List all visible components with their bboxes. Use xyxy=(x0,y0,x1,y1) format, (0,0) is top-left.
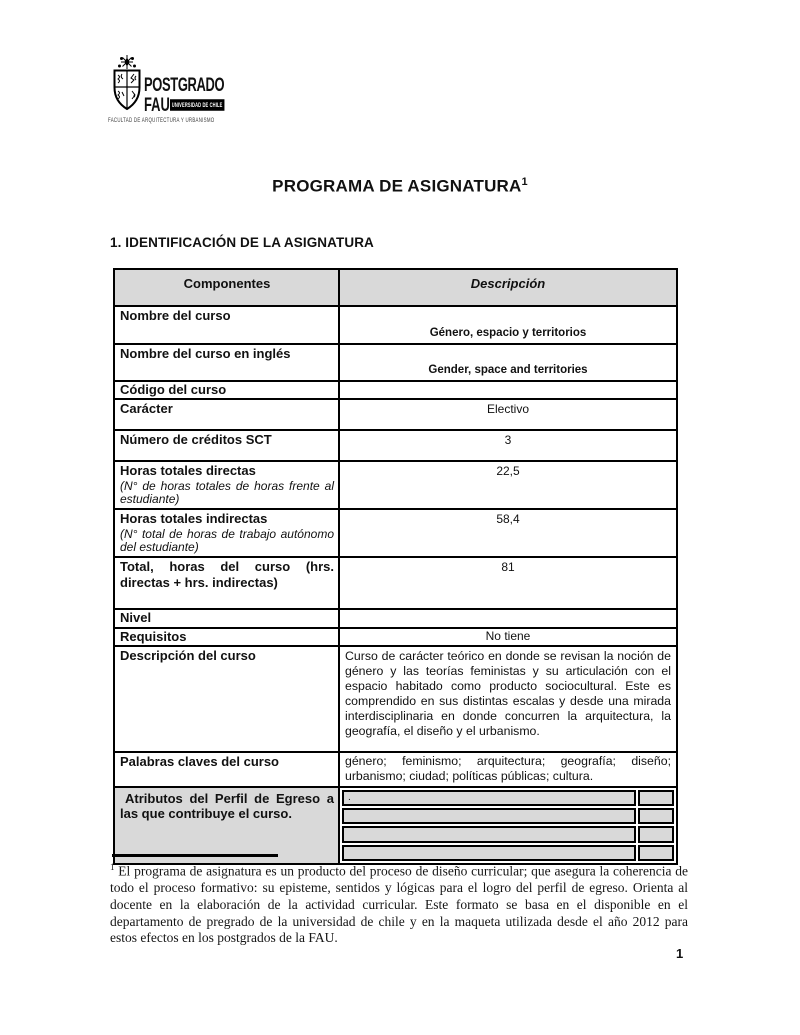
row-direct-hours-value: 22,5 xyxy=(496,464,520,479)
row-keywords-value: género; feminismo; arquitectura; geografía; diseño; urbanismo; ciudad; políticas públicas; cultura. xyxy=(345,753,671,783)
university-shield-icon xyxy=(110,54,144,118)
title-footnote-ref: 1 xyxy=(521,176,528,188)
row-keywords xyxy=(115,753,676,788)
attribute-item-cell xyxy=(342,808,636,824)
section-heading: 1. IDENTIFICACIÓN DE LA ASIGNATURA xyxy=(110,235,374,250)
identification-table xyxy=(113,268,678,865)
row-direct-hours-label xyxy=(115,462,340,508)
row-indirect-hours-value: 58,4 xyxy=(496,512,520,527)
row-character xyxy=(115,400,676,431)
row-course-name-value: Género, espacio y territorios xyxy=(429,327,587,340)
row-course-code-label: Código del curso xyxy=(115,382,340,398)
page-title xyxy=(0,176,800,197)
footnote xyxy=(110,862,688,947)
row-total-hours xyxy=(115,558,676,610)
total-hours-label-text: Total, horas del curso (hrs. directas + hrs. indirectas) xyxy=(120,559,334,590)
row-sct-credits-value: 3 xyxy=(504,433,512,448)
attribute-score-cell xyxy=(638,845,674,861)
indirect-hours-label-text: Horas totales indirectas xyxy=(120,511,268,527)
col-header-descripcion: Descripción xyxy=(340,270,676,305)
profile-attributes-list xyxy=(340,788,676,863)
row-total-hours-label xyxy=(115,558,340,608)
row-character-value: Electivo xyxy=(486,402,530,417)
attribute-score-cell xyxy=(638,790,674,806)
row-direct-hours xyxy=(115,462,676,510)
logo-faculty-name: FACULTAD DE ARQUITECTURA Y URBANISMO xyxy=(108,117,215,124)
attribute-score-cell xyxy=(638,808,674,824)
attribute-subrow xyxy=(342,826,674,842)
row-total-hours-value: 81 xyxy=(501,560,515,575)
row-level-label: Nivel xyxy=(115,610,340,626)
direct-hours-note: (N° de horas totales de horas frente al estudiante) xyxy=(120,478,334,507)
row-sct-credits xyxy=(115,431,676,462)
attribute-subrow xyxy=(342,845,674,861)
row-requirements-label: Requisitos xyxy=(115,629,340,645)
row-course-description-value: Curso de carácter teórico en donde se revisan la noción de género y las teorías feministas y su articulación con el espacio habitado como producto sociocultural. Este es comprendido en sus distintas escalas y desde una mirada interdisciplinaria en donde concurren la arquitectura, la geografía, el diseño y el urbanismo. xyxy=(345,648,671,738)
row-profile-attributes-label: Atributos del Perfil de Egreso a las que contribuye el curso. xyxy=(115,788,340,863)
attribute-subrow xyxy=(342,808,674,824)
row-course-code xyxy=(115,382,676,400)
logo-text xyxy=(144,76,291,114)
postgrado-fau-logo xyxy=(108,54,258,128)
row-indirect-hours-label xyxy=(115,510,340,556)
logo-university-badge: UNIVERSIDAD DE CHILE xyxy=(170,99,224,111)
row-sct-credits-label: Número de créditos SCT xyxy=(115,431,340,460)
row-course-description-label: Descripción del curso xyxy=(115,647,340,751)
footnote-text: El programa de asignatura es un producto del proceso de diseño curricular; que asegura la coherencia de todo el proceso formativo: su episteme, sentidos y lógicas para el logro del perfil de egreso. Orienta al docente en la elaboración de la actividad curricular. Este formato se basa en el disponible en el departamento de pregrado de la universidad de chile y en la maqueta utilizada desde el año 2012 para estos efectos en los postgrados de la FAU. xyxy=(110,863,688,946)
footnote-separator xyxy=(112,854,278,857)
row-course-description xyxy=(115,647,676,753)
footnote-ref: 1 xyxy=(110,862,115,872)
indirect-hours-note: (N° total de horas de trabajo autónomo del estudiante) xyxy=(120,526,334,555)
attribute-item-cell xyxy=(342,826,636,842)
col-header-componentes: Componentes xyxy=(115,270,340,305)
attribute-item-cell: . xyxy=(342,790,636,806)
logo-fau-text: FAU xyxy=(144,94,170,116)
attribute-subrow xyxy=(342,790,674,806)
row-course-name-english xyxy=(115,345,676,382)
attribute-item-cell xyxy=(342,845,636,861)
row-course-name-english-value: Gender, space and territories xyxy=(428,364,588,377)
attribute-score-cell xyxy=(638,826,674,842)
row-course-name xyxy=(115,307,676,345)
row-course-code-value xyxy=(340,382,676,398)
page-number: 1 xyxy=(676,946,684,961)
direct-hours-label-text: Horas totales directas xyxy=(120,463,256,479)
logo-fau-line xyxy=(144,96,291,114)
row-course-name-label: Nombre del curso xyxy=(115,307,340,343)
row-indirect-hours xyxy=(115,510,676,558)
row-course-name-english-label: Nombre del curso en inglés xyxy=(115,345,340,380)
row-requirements-value: No tiene xyxy=(485,628,531,643)
row-level xyxy=(115,610,676,628)
page-title-text: PROGRAMA DE ASIGNATURA xyxy=(272,176,522,196)
row-character-label: Carácter xyxy=(115,400,340,429)
row-requirements xyxy=(115,629,676,647)
row-level-value xyxy=(340,610,676,626)
table-header-row xyxy=(115,270,676,307)
logo-postgrado-text: POSTGRADO xyxy=(144,75,225,96)
row-profile-attributes xyxy=(115,788,676,863)
row-keywords-label: Palabras claves del curso xyxy=(115,753,340,786)
